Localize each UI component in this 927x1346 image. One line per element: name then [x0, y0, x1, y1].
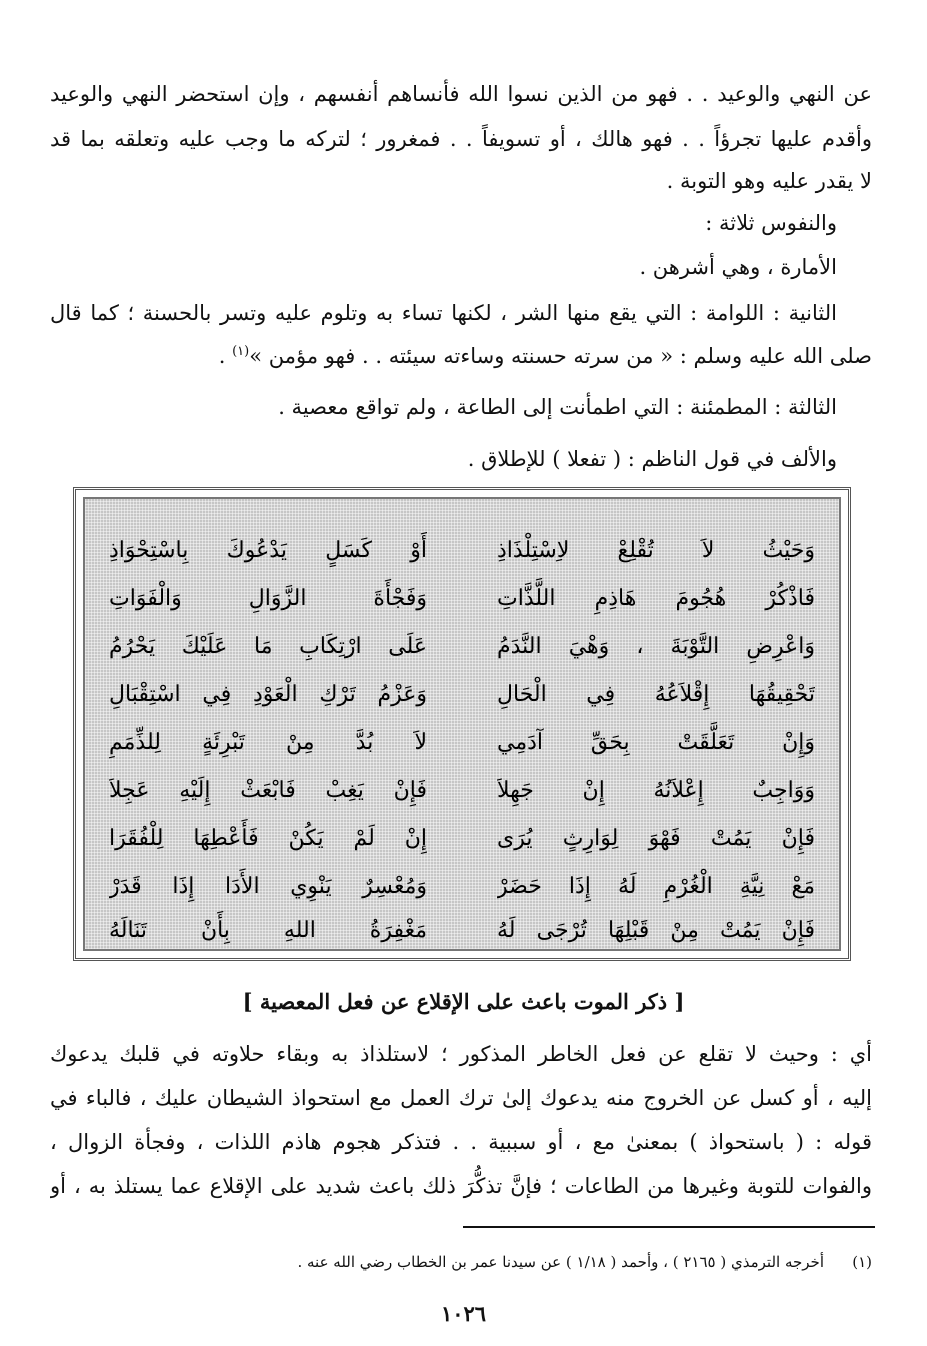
verse-left-hemistich: وَمُعْسِرٌ يَنْوِي الأَدَا إِذَا قَدَرْ [109, 874, 427, 899]
footnote-marker[interactable]: (١) [232, 344, 250, 359]
verse-right-hemistich: وَاعْرِضِ التَّوْبَةَ ، وَهْيَ النَّدَمُ [497, 634, 815, 659]
verse-right-hemistich: وَإِنْ تَعَلَّقَتْ بِحَقِّ آدَمِي [497, 730, 815, 755]
verse-left-hemistich: إِنْ لَمْ يَكُنْ فَأَعْطِهَا لِلْفُقَرَا [109, 826, 427, 851]
body-line: إليه ، أو كسل عن الخروج منه يدعوك إلىٰ ترك العمل مع استحواذ الشيطان عليك ، فالباء في [50, 1086, 872, 1110]
nafs-second-line [50, 335, 872, 377]
poem-frame [73, 487, 851, 961]
alif-note: والألف في قول الناظم : ( تفعلا ) للإطلاق . [467, 447, 837, 471]
hadith-text: صلى الله عليه وسلم : « من سرته حسنته وساءته سيئته . . فهو مؤمن » [249, 344, 872, 368]
verse-row [103, 816, 821, 862]
verse-left-hemistich: عَلَى ارْتِكَابِ مَا عَلَيْكَ يَحْرُمُ [109, 634, 427, 659]
verse-left-hemistich: فَإِنْ يَغِبْ فَابْعَثْ إِلَيْهِ عَجِلاَ [109, 778, 427, 803]
verse-row [103, 908, 821, 954]
sentence-end: . [218, 344, 233, 368]
verse-right-hemistich: فَاذْكُرْ هُجُومَ هَاذِمِ اللَّذَّاتِ [497, 586, 815, 611]
body-line: وأقدم عليها تجرؤاً . . فهو هالك ، أو تسويفاً . . فمغرور ؛ لتركه ما وجب عليه وتعلقه بما قد [50, 127, 872, 151]
page-number: ١٠٢٦ [440, 1301, 487, 1326]
verse-left-hemistich: وَفَجْأَةَ الزَّوَالِ وَالْفَوَاتِ [109, 586, 427, 611]
verse-right-hemistich: فَإِنْ يَمُتْ فَهْوَ لِوَارِثٍ يُرَى [497, 826, 815, 851]
body-line: أي : وحيث لا تقلع عن فعل الخاطر المذكور ؛ لاستلذاذ به وبقاء حلاوته في قلبك يدعوك [50, 1042, 872, 1066]
verse-right-hemistich: مَعْ نِيَّةِ الْغُرْمِ لَهُ إِذَا حَضَرْ [497, 874, 815, 899]
body-line: قوله : ( باستحواذ ) بمعنىٰ مع ، أو سببية . . فتذكر هجوم هاذم اللذات ، وفجأة الزوال ، [50, 1130, 872, 1154]
nafs-third: الثالثة : المطمئنة : التي اطمأنت إلى الطاعة ، ولم تواقع معصية . [278, 395, 837, 419]
verse-left-hemistich: أَوْ كَسَلٍ يَدْعُوكَ بِاسْتِحْوَاذِ [109, 538, 427, 563]
verse-row [103, 528, 821, 574]
verse-row [103, 624, 821, 670]
verse-right-hemistich: وَوَاجِبٌ إِعْلاَنُهُ إِنْ جَهِلاَ [497, 778, 815, 803]
verse-row [103, 720, 821, 766]
nafs-second-line: الثانية : اللوامة : التي يقع منها الشر ، لكنها تساء به وتلوم عليه وتسر بالحسنة ؛ كما قال [50, 301, 837, 325]
verse-row [103, 576, 821, 622]
verse-row [103, 672, 821, 718]
body-line: لا يقدر عليه وهو التوبة . [666, 169, 872, 193]
nafs-first: الأمارة ، وهي أشرهن . [639, 255, 837, 279]
footnote-text: أخرجه الترمذي ( ٢١٦٥ ) ، وأحمد ( ١/١٨ ) عن سيدنا عمر بن الخطاب رضي الله عنه . [297, 1253, 824, 1271]
verse-left-hemistich: مَغْفِرَةُ اللهِ بِأَنْ تَنَالَهُ [109, 918, 427, 943]
body-line: عن النهي والوعيد . . فهو من الذين نسوا الله فأنساهم أنفسهم ، وإن استحضر النهي والوعيد [50, 82, 872, 106]
verse-left-hemistich: وَعَزْمُ تَرْكِ الْعَوْدِ فِي اسْتِقْبَالِ [109, 682, 427, 707]
verse-row [103, 768, 821, 814]
nafs-intro: والنفوس ثلاثة : [705, 211, 837, 235]
verse-left-hemistich: لاَ بُدَّ مِنْ تَبْرِئَةٍ لِلذِّمَمِ [109, 730, 427, 755]
body-line: والفوات للتوبة وغيرها من الطاعات ؛ فإنَّ تذكُّرَ ذلك باعث شديد على الإقلاع عما يستلذ به ، أو [50, 1174, 872, 1198]
section-heading: [ ذكر الموت باعث على الإقلاع عن فعل المعصية ] [242, 989, 685, 1014]
poem-panel [83, 497, 841, 951]
verse-right-hemistich: وَحَيْثُ لاَ تُقْلِعْ لاِسْتِلْذَاذِ [497, 538, 815, 563]
footnote-divider [463, 1226, 875, 1228]
verse-row [103, 864, 821, 910]
footnote-number: (١) [852, 1253, 872, 1271]
footnote [50, 1248, 872, 1276]
verse-right-hemistich: تَحْقِيقُهَا إِقْلاَعُهُ فِي الْحَالِ [497, 682, 815, 707]
verse-right-hemistich: فَإِنْ يَمُتْ مِنْ قَبْلِهَا تُرْجَى لَهُ [497, 918, 815, 943]
